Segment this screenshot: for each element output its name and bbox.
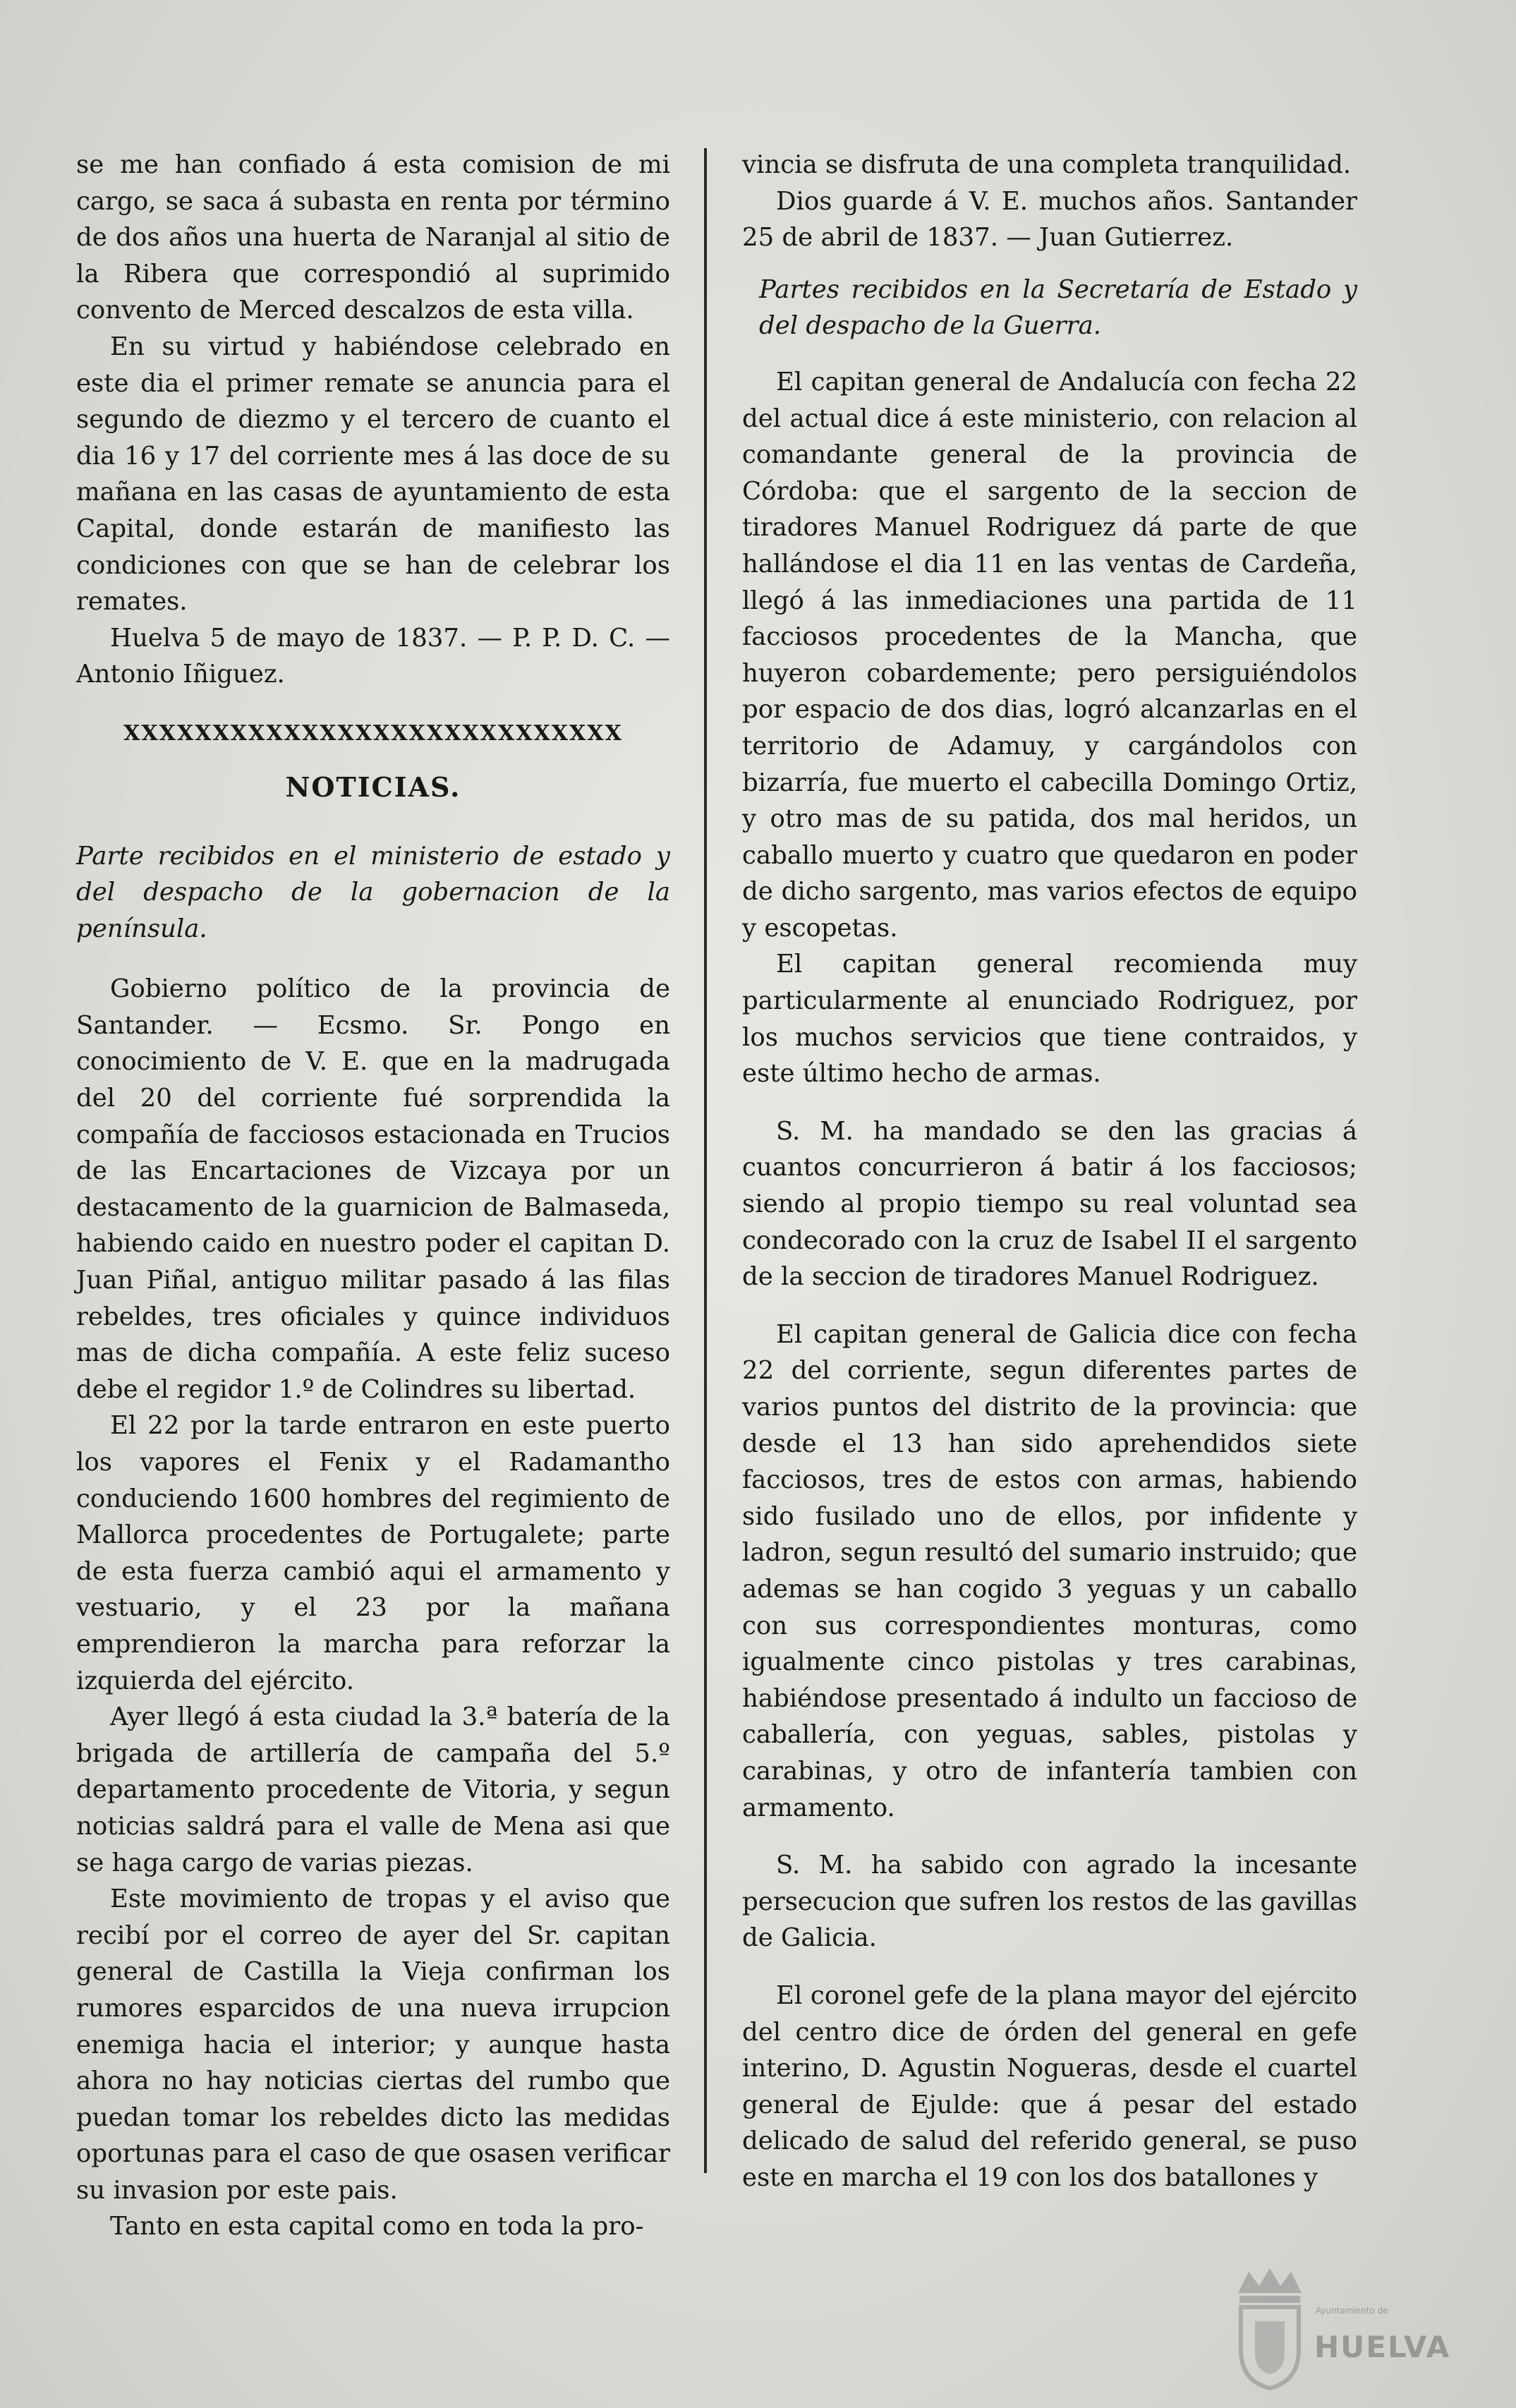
watermark-name: HUELVA: [1314, 2330, 1451, 2364]
paragraph: S. M. ha mandado se den las gracias á cuantos concurrieron á batir á los facciosos; siendo al propio tiempo su real voluntad sea condecorado con la cruz de Isabel II el sargento de la seccion de tiradores Manuel Rodriguez.: [742, 1116, 1357, 1292]
paragraph: El capitan general de Galicia dice con fecha 22 del corriente, segun diferentes partes de varios puntos del distrito de la provincia: que desde el 13 han sido aprehendidos siete facciosos, tres de estos con armas, habiendo sido fusilado uno de ellos, por infidente y ladron, segun resultó del sumario instruido; que ademas se han cogido 3 yeguas y un caballo con sus correspondientes monturas, como igualmente cinco pistolas y tres carabinas, habiéndose presentado á indulto un faccioso de caballería, con yeguas, sables, pistolas y carabinas, y otro de infantería tambien con armamento.: [742, 1319, 1357, 1822]
watermark-logo: [1231, 2265, 1451, 2392]
section-heading: NOTICIAS.: [285, 770, 461, 803]
subheading: Partes recibidos en la Secretaría de Estado y del despacho de la Guerra.: [759, 274, 1357, 341]
paragraph: Tanto en esta capital como en toda la pro-: [110, 2212, 644, 2241]
subheading: Parte recibidos en el ministerio de estado y del despacho de la gobernacion de la península.: [76, 841, 670, 943]
paragraph: vincia se disfruta de una completa tranquilidad.: [742, 150, 1352, 179]
signature-line: Huelva 5 de mayo de 1837. — P. P. D. C. — Antonio Iñiguez.: [76, 623, 670, 689]
column-rule: [704, 148, 707, 2173]
ornament-divider: XXXXXXXXXXXXXXXXXXXXXXXXXXXX: [123, 720, 623, 746]
paragraph: Gobierno político de la provincia de Santander. — Ecsmo. Sr. Pongo en conocimiento de V. E. que en la madrugada del 20 del corriente fué sorprendida la compañía de facciosos estacionada en Trucios de las Encartaciones de Vizcaya por un destacamento de la guarnicion de Balmaseda, habiendo caido en nuestro poder el capitan D. Juan Piñal, antiguo militar pasado á las filas rebeldes, tres oficiales y quince individuos mas de dicha compañía. A este feliz suceso debe el regidor 1.º de Colindres su libertad.: [76, 974, 670, 1404]
paragraph: En su virtud y habiéndose celebrado en este dia el primer remate se anuncia para el segundo de diezmo y el tercero de cuanto el dia 16 y 17 del corriente mes á las doce de su mañana en las casas de ayuntamiento de esta Capital, donde estarán de manifiesto las condiciones con que se han de celebrar los remates.: [76, 332, 670, 617]
signature-line: Dios guarde á V. E. muchos años. Santander 25 de abril de 1837. — Juan Gutierrez.: [742, 186, 1357, 253]
paragraph: Este movimiento de tropas y el aviso que recibí por el correo de ayer del Sr. capitan general de Castilla la Vieja confirman los rumores esparcidos de una nueva irrupcion enemiga hacia el interior; y aunque hasta ahora no hay noticias ciertas del rumbo que puedan tomar los rebeldes dicto las medidas oportunas para el caso de que osasen verificar su invasion por este pais.: [76, 1884, 670, 2205]
paragraph: El 22 por la tarde entraron en este puerto los vapores el Fenix y el Radamantho conduciendo 1600 hombres del regimiento de Mallorca procedentes de Portugalete; parte de esta fuerza cambió aqui el armamento y vestuario, y el 23 por la mañana emprendieron la marcha para reforzar la izquierda del ejército.: [76, 1411, 670, 1695]
paragraph: El capitan general de Andalucía con fecha 22 del actual dice á este ministerio, con relacion al comandante general de la provincia de Córdoba: que el sargento de la seccion de tiradores Manuel Rodriguez dá parte de que hallándose el dia 11 en las ventas de Cardeña, llegó á las inmediaciones una partida de 11 facciosos procedentes de la Mancha, que huyeron cobardemente; pero persiguiéndolos por espacio de dos dias, logró alcanzarlas en el territorio de Adamuy, y cargándolos con bizarría, fue muerto el cabecilla Domingo Ortiz, y otro mas de su patida, dos mal heridos, un caballo muerto y cuatro que quedaron en poder de dicho sargento, mas varios efectos de equipo y escopetas.: [742, 367, 1357, 943]
left-column: [76, 147, 670, 2245]
crown-shield-icon: [1231, 2265, 1309, 2392]
paragraph: se me han confiado á esta comision de mi cargo, se saca á subasta en renta por término de dos años una huerta de Naranjal al sitio de la Ribera que correspondió al suprimido convento de Merced descalzos de esta villa.: [76, 150, 670, 325]
paragraph: Ayer llegó á esta ciudad la 3.ª batería de la brigada de artillería de campaña del 5.º departamento procedente de Vitoria, y segun noticias saldrá para el valle de Mena asi que se haga cargo de varias piezas.: [76, 1702, 670, 1877]
right-column: [742, 147, 1357, 2196]
paragraph: El capitan general recomienda muy particularmente al enunciado Rodriguez, por los muchos servicios que tiene contraidos, y este último hecho de armas.: [742, 950, 1357, 1089]
paragraph: S. M. ha sabido con agrado la incesante persecucion que sufren los restos de las gavillas de Galicia.: [742, 1851, 1357, 1953]
paragraph: El coronel gefe de la plana mayor del ejército del centro dice de órden del general en gefe interino, D. Agustin Nogueras, desde el cuartel general de Ejulde: que á pesar del estado delicado de salud del referido general, se puso este en marcha el 19 con los dos batallones y: [742, 1980, 1357, 2192]
watermark-caption: Ayuntamiento de: [1316, 2306, 1388, 2316]
